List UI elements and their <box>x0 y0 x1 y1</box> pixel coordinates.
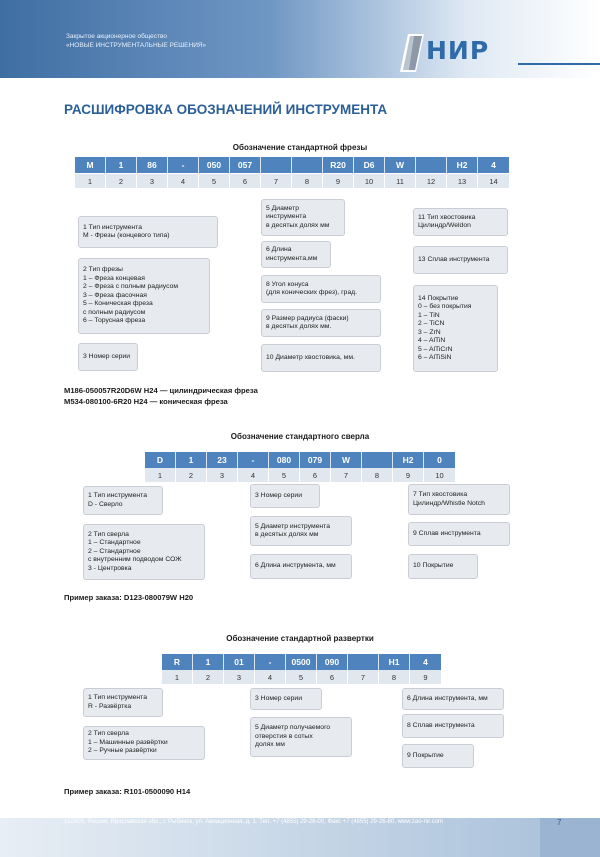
logo-underline <box>518 63 600 65</box>
reamer-box-3 <box>250 688 322 710</box>
mill-box-1-text: 1 Тип инструмента M - Фрезы (концевого типа) <box>83 223 170 239</box>
drill-position-cell: 8 <box>362 468 393 482</box>
drill-position-cell: 4 <box>238 468 269 482</box>
mill-box-3-text: 3 Номер серии <box>83 352 131 360</box>
drill-box-10 <box>408 554 478 579</box>
drill-code-cell <box>362 452 393 468</box>
drill-position-cell: 3 <box>207 468 238 482</box>
reamer-position-cell: 3 <box>224 670 255 684</box>
mill-box-2 <box>78 258 210 334</box>
drill-code-cell: H2 <box>393 452 424 468</box>
reamer-position-cell: 8 <box>379 670 410 684</box>
drill-box-2-text: 2 Тип сверла 1 – Стандартное 2 – Стандартное с внутренним подводом СОЖ 3 - Центровка <box>88 530 182 572</box>
drill-code-cell: D <box>145 452 176 468</box>
reamer-position-cell: 7 <box>348 670 379 684</box>
drill-box-5-text: 5 Диаметр инструмента в десятых долях мм <box>255 522 330 538</box>
drill-box-7-text: 7 Тип хвостовика Цилиндр/Whistle Notch <box>413 491 485 507</box>
drill-box-2 <box>83 524 205 580</box>
footer-address: 152903, Россия, Ярославская обл., г. Рыбинск, ул. Авиационная, д. 1. Тел. +7 (4855) 29-26-00, Факс +7 (4855) 29-26-80, www.zao-nir.com <box>64 819 443 825</box>
mill-code-cell: W <box>385 157 416 173</box>
mill-box-8 <box>261 275 381 303</box>
reamer-position-row <box>162 670 441 684</box>
reamer-position-cell: 6 <box>317 670 348 684</box>
reamer-box-3-text: 3 Номер серии <box>255 694 303 702</box>
drill-code-cell: 080 <box>269 452 300 468</box>
mill-box-2-text: 2 Тип фрезы 1 – Фреза концевая 2 – Фреза с полным радиусом 3 – Фреза фасочная 5 – Коническая фреза с полным радиусом 6 – Торусная фреза <box>83 266 179 325</box>
mill-position-cell: 14 <box>478 174 509 188</box>
drill-position-cell: 6 <box>300 468 331 482</box>
drill-position-cell: 2 <box>176 468 207 482</box>
drill-position-cell: 5 <box>269 468 300 482</box>
reamer-box-2 <box>83 726 205 760</box>
drill-code-cell: 1 <box>176 452 207 468</box>
reamer-box-1 <box>83 688 163 717</box>
reamer-box-8 <box>402 714 504 738</box>
drill-position-cell: 1 <box>145 468 176 482</box>
drill-code-cell: 23 <box>207 452 238 468</box>
logo-mark-icon <box>400 34 424 72</box>
mill-position-cell: 10 <box>354 174 385 188</box>
drill-code-cell: 0 <box>424 452 455 468</box>
reamer-box-9-text: 9 Покрытие <box>407 751 444 759</box>
mill-position-cell: 11 <box>385 174 416 188</box>
reamer-code-cell: 01 <box>224 654 255 670</box>
mill-box-1 <box>78 216 218 248</box>
reamer-code-cell: R <box>162 654 193 670</box>
mill-box-13 <box>413 246 508 274</box>
reamer-box-8-text: 8 Сплав инструмента <box>407 721 475 729</box>
company-name <box>66 32 206 50</box>
company-logo <box>400 34 518 74</box>
mill-box-11-text: 11 Тип хвостовика Цилиндр/Weldon <box>418 213 476 229</box>
drill-box-6 <box>250 554 352 579</box>
mill-box-9 <box>261 309 381 337</box>
mill-box-10-text: 10 Диаметр хвостовика, мм. <box>266 353 355 361</box>
page-number: 7 <box>557 818 562 827</box>
mill-box-5-text: 5 Диаметр инструмента в десятых долях мм <box>266 204 330 229</box>
mill-position-cell: 6 <box>230 174 261 188</box>
mill-box-9-text: 9 Размер радиуса (фаски) в десятых долях мм. <box>266 314 349 330</box>
company-line-2: «НОВЫЕ ИНСТРУМЕНТАЛЬНЫЕ РЕШЕНИЯ» <box>66 42 207 49</box>
reamer-box-5 <box>250 717 352 757</box>
drill-code-row <box>145 452 455 468</box>
reamer-code-cell: 0500 <box>286 654 317 670</box>
drill-box-1 <box>83 486 163 515</box>
reamer-box-2-text: 2 Тип сверла 1 – Машинные развёртки 2 – Ручные развёртки <box>88 730 168 755</box>
drill-box-3 <box>250 484 320 508</box>
mill-position-cell: 13 <box>447 174 478 188</box>
mill-code-cell: 86 <box>137 157 168 173</box>
mill-examples <box>64 386 258 407</box>
reamer-code-row <box>162 654 441 670</box>
mill-code-cell: - <box>168 157 199 173</box>
mill-example-1: M186-050057R20D6W H24 — цилиндрическая фреза <box>64 386 258 395</box>
reamer-box-6 <box>402 688 504 710</box>
reamer-box-1-text: 1 Тип инструмента R - Развёртка <box>88 694 147 710</box>
mill-code-cell: 4 <box>478 157 509 173</box>
reamer-position-cell: 1 <box>162 670 193 684</box>
mill-position-cell: 12 <box>416 174 447 188</box>
reamer-example: Пример заказа: R101-0500090 H14 <box>64 787 191 796</box>
mill-box-8-text: 8 Угол конуса (для конических фрез), град. <box>266 280 357 296</box>
drill-box-6-text: 6 Длина инструмента, мм <box>255 562 336 570</box>
drill-section-title: Обозначение стандартного сверла <box>230 432 370 441</box>
drill-box-3-text: 3 Номер серии <box>255 491 303 499</box>
drill-code-cell: W <box>331 452 362 468</box>
mill-code-cell: 1 <box>106 157 137 173</box>
reamer-code-cell: H1 <box>379 654 410 670</box>
mill-box-10 <box>261 344 381 372</box>
logo-text: НИР <box>426 36 490 65</box>
drill-box-1-text: 1 Тип инструмента D - Сверло <box>88 492 147 508</box>
drill-code-cell: 079 <box>300 452 331 468</box>
reamer-section-title: Обозначение стандартной развертки <box>226 634 374 643</box>
reamer-code-cell <box>348 654 379 670</box>
drill-position-cell: 7 <box>331 468 362 482</box>
drill-position-cell: 10 <box>424 468 455 482</box>
reamer-code-cell: 4 <box>410 654 441 670</box>
page-number-box <box>540 818 600 857</box>
reamer-position-cell: 9 <box>410 670 441 684</box>
mill-position-cell: 7 <box>261 174 292 188</box>
mill-box-14 <box>413 285 498 372</box>
mill-position-cell: 8 <box>292 174 323 188</box>
drill-box-7 <box>408 484 510 515</box>
mill-code-cell: H2 <box>447 157 478 173</box>
drill-box-10-text: 10 Покрытие <box>413 562 454 570</box>
reamer-position-cell: 4 <box>255 670 286 684</box>
drill-example: Пример заказа: D123-080079W H20 <box>64 593 194 602</box>
reamer-code-cell: - <box>255 654 286 670</box>
mill-code-cell <box>292 157 323 173</box>
drill-box-9-text: 9 Сплав инструмента <box>413 529 481 537</box>
drill-position-row <box>145 468 455 482</box>
mill-example-2: M534-080100-6R20 H24 — коническая фреза <box>64 396 228 406</box>
mill-box-11 <box>413 208 508 236</box>
reamer-code-cell: 1 <box>193 654 224 670</box>
mill-position-cell: 5 <box>199 174 230 188</box>
drill-position-cell: 9 <box>393 468 424 482</box>
mill-box-13-text: 13 Сплав инструмента <box>418 255 490 263</box>
mill-code-cell <box>261 157 292 173</box>
drill-box-9 <box>408 522 510 546</box>
mill-box-5 <box>261 199 345 236</box>
reamer-box-9 <box>402 744 474 768</box>
mill-box-3 <box>78 343 138 371</box>
mill-position-cell: 2 <box>106 174 137 188</box>
drill-box-5 <box>250 516 352 546</box>
mill-position-cell: 3 <box>137 174 168 188</box>
mill-code-cell: D6 <box>354 157 385 173</box>
mill-code-row <box>75 157 509 173</box>
reamer-position-cell: 2 <box>193 670 224 684</box>
mill-code-cell: 050 <box>199 157 230 173</box>
mill-code-cell <box>416 157 447 173</box>
mill-code-cell: R20 <box>323 157 354 173</box>
mill-position-cell: 4 <box>168 174 199 188</box>
mill-code-cell: 057 <box>230 157 261 173</box>
mill-position-cell: 9 <box>323 174 354 188</box>
mill-section-title: Обозначение стандартной фрезы <box>232 143 368 152</box>
company-line-1: Закрытое акционерное общество <box>66 33 167 40</box>
mill-code-cell: M <box>75 157 106 173</box>
mill-position-cell: 1 <box>75 174 106 188</box>
mill-box-14-text: 14 Покрытие 0 – без покрытия 1 – TiN 2 – TiCN 3 – ZrN 4 – AlTiN 5 – AlTiCrN 6 – AlTiSiN <box>418 294 472 361</box>
mill-box-6-text: 6 Длина инструмента,мм <box>266 246 318 262</box>
mill-position-row <box>75 174 509 188</box>
mill-box-6 <box>261 241 331 268</box>
drill-code-cell: - <box>238 452 269 468</box>
page-title: РАСШИФРОВКА ОБОЗНАЧЕНИЙ ИНСТРУМЕНТА <box>64 102 388 117</box>
reamer-code-cell: 090 <box>317 654 348 670</box>
reamer-position-cell: 5 <box>286 670 317 684</box>
reamer-box-5-text: 5 Диаметр получаемого отверстия в сотых долях мм <box>255 724 331 749</box>
reamer-box-6-text: 6 Длина инструмента, мм <box>407 694 488 702</box>
